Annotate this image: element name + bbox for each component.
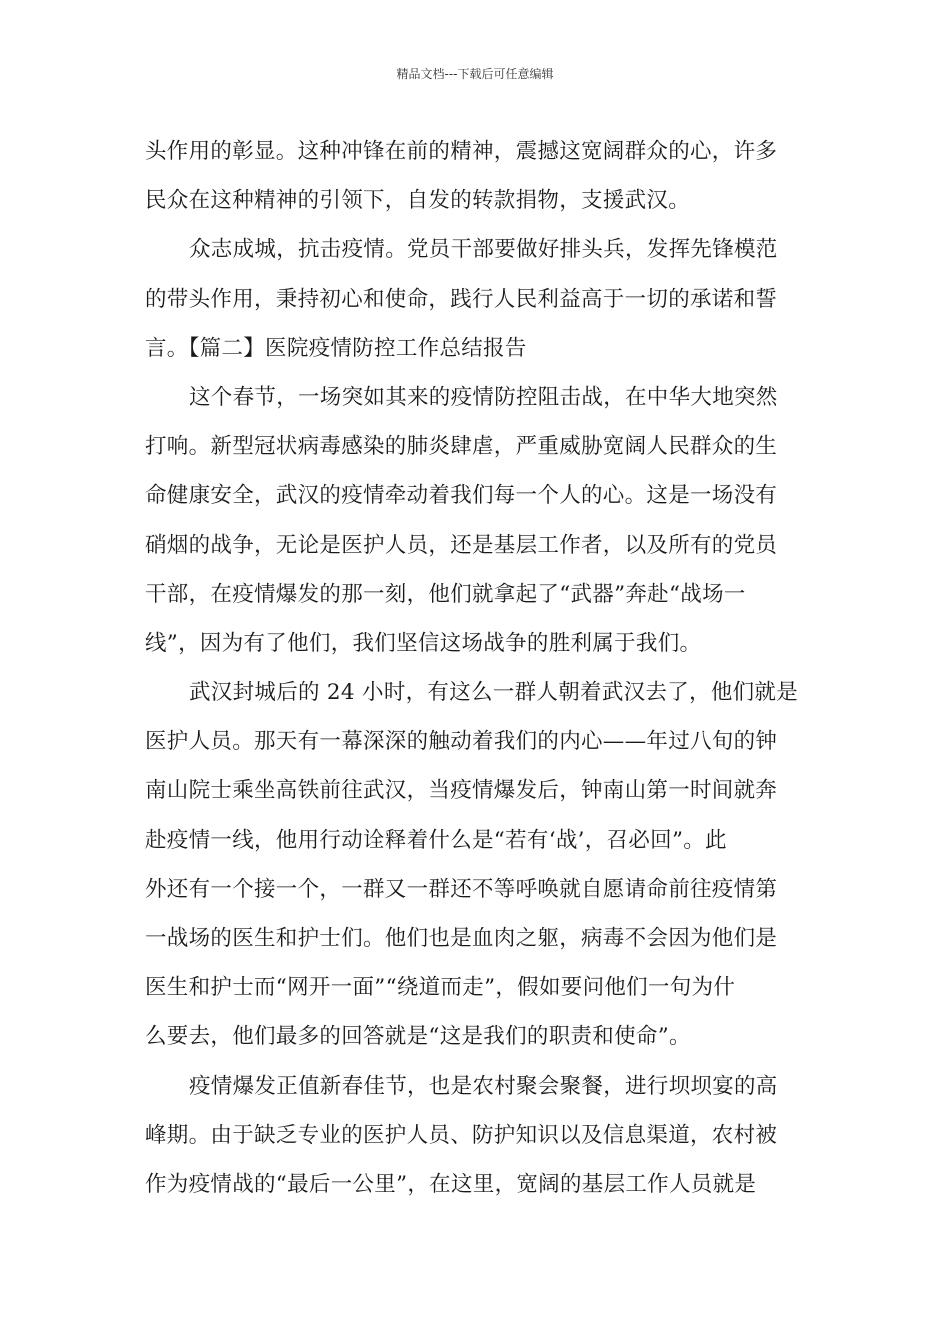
text-line: 命健康安全，武汉的疫情牵动着我们每一个人的心。这是一场没有: [145, 483, 778, 509]
text-line: 头作用的彰显。这种冲锋在前的精神，震撼这宽阔群众的心，许多: [145, 139, 778, 164]
text-line: 打响。新型冠状病毒感染的肺炎肆虐，严重威胁宽阔人民群众的生: [145, 434, 778, 460]
page-header: 精品文档---下载后可任意编辑: [396, 67, 554, 81]
text-line: 么要去，他们最多的回答就是“这是我们的职责和使命”。: [145, 1024, 691, 1050]
text-line: 南山院士乘坐高铁前往武汉，当疫情爆发后，钟南山第一时间就奔: [145, 778, 778, 804]
text-line: 言。【篇二】医院疫情防控工作总结报告: [145, 335, 527, 361]
text-line: 民众在这种精神的引领下，自发的转款捐物，支援武汉。: [145, 188, 691, 214]
text-line: 线”，因为有了他们，我们坚信这场战争的胜利属于我们。: [145, 630, 702, 656]
text-line: 医生和护士而“网开一面”“绕道而走”，假如要问他们一句为什: [145, 975, 736, 1001]
text-line: 武汉封城后的 24 小时，有这么一群人朝着武汉去了，他们就是: [189, 680, 799, 706]
text-line: 这个春节，一场突如其来的疫情防控阻击战，在中华大地突然: [189, 384, 778, 410]
text-line: 赴疫情一线，他用行动诠释着什么是“若有‘战’，召必回”。此: [145, 827, 727, 853]
text-line: 疫情爆发正值新春佳节，也是农村聚会聚餐，进行坝坝宴的高: [189, 1073, 778, 1099]
text-line: 干部，在疫情爆发的那一刻，他们就拿起了“武器”奔赴“战场一: [145, 581, 746, 607]
text-line: 外还有一个接一个，一群又一群还不等呼唤就自愿请命前往疫情第: [145, 876, 778, 902]
text-line: 峰期。由于缺乏专业的医护人员、防护知识以及信息渠道，农村被: [145, 1122, 778, 1148]
text-line: 作为疫情战的“最后一公里”，在这里，宽阔的基层工作人员就是: [145, 1171, 757, 1197]
text-line: 的带头作用，秉持初心和使命，践行人民利益高于一切的承诺和誓: [145, 286, 778, 312]
text-line: 一战场的医生和护士们。他们也是血肉之躯，病毒不会因为他们是: [145, 926, 778, 951]
text-line: 医护人员。那天有一幕深深的触动着我们的内心——年过八旬的钟: [145, 729, 778, 755]
text-line: 硝烟的战争，无论是医护人员，还是基层工作者，以及所有的党员: [145, 532, 778, 558]
text-line: 众志成城，抗击疫情。党员干部要做好排头兵，发挥先锋模范: [189, 237, 778, 263]
document-body: [145, 127, 805, 1209]
